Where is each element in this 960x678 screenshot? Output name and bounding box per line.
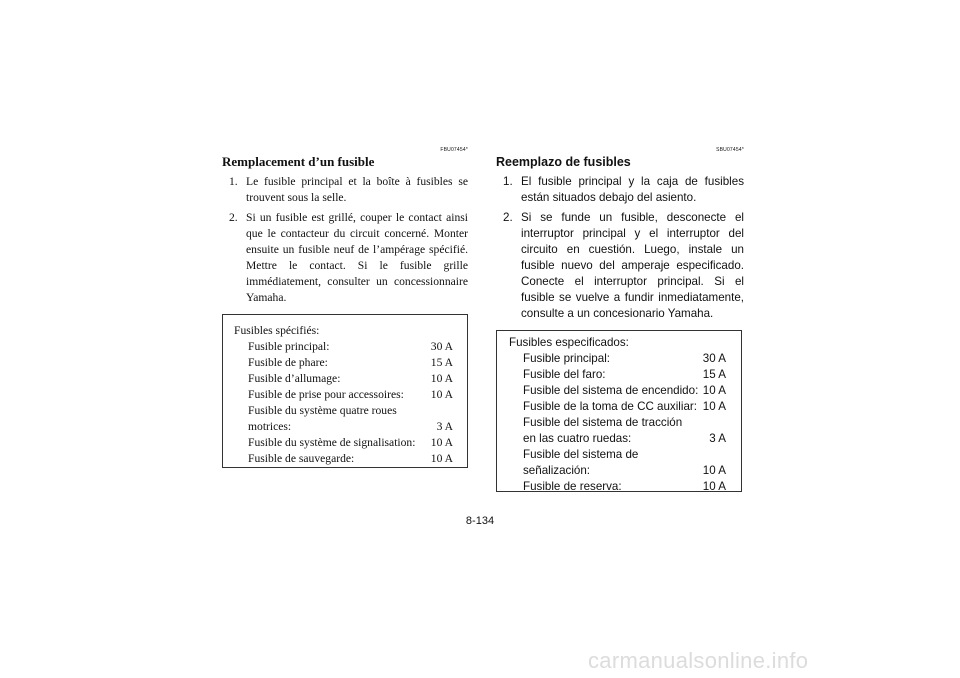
site-watermark: carmanualsonline.info xyxy=(588,648,809,673)
spec-value: 10 A xyxy=(702,400,726,413)
spec-label: Fusible du système quatre roues motrices: xyxy=(248,404,397,433)
spec-row xyxy=(234,435,453,451)
spanish-column xyxy=(496,146,744,492)
spec-label: Fusible d’allumage: xyxy=(248,372,341,385)
spec-label: Fusible de prise pour accessoires: xyxy=(248,388,404,401)
spec-value: 30 A xyxy=(702,352,726,365)
spec-row xyxy=(509,351,726,367)
spec-row xyxy=(509,399,726,415)
spec-label: Fusible de phare: xyxy=(248,356,328,369)
fuse-spec-box xyxy=(496,330,742,492)
spec-label: Fusible de reserva: xyxy=(523,480,622,493)
spec-value: 10 A xyxy=(702,480,726,493)
spec-label: Fusible du système de signalisation: xyxy=(248,436,416,449)
spec-value: 10 A xyxy=(430,452,453,465)
step-text: Si se funde un fusible, desconecte el interruptor principal y el interruptor del circuito en cuestión. Luego, instale un fusible nuevo del amperaje especificado. Conecte el interruptor principal. Si el fusible se vuelve a fundir inmediatamente, consulte a un concesionario Yamaha. xyxy=(521,211,744,320)
step-item xyxy=(222,210,468,306)
step-number: 1. xyxy=(503,175,513,188)
step-text: Si un fusible est grillé, couper le contact ainsi que le contacteur du circuit concerné. Monter ensuite un fusible neuf de l’ampérage spécifié. Mettre le contact. Si le fusible grille immédiatement, consulter un concessionnaire Yamaha. xyxy=(246,211,468,304)
spec-label: Fusible del sistema de tracción en las cuatro ruedas: xyxy=(523,416,683,445)
step-list xyxy=(222,174,468,306)
spec-row xyxy=(234,355,453,371)
spec-row xyxy=(509,415,726,447)
section-code: SBU07454* xyxy=(716,147,744,153)
spec-label: Fusible de la toma de CC auxiliar: xyxy=(523,400,697,413)
spec-value: 10 A xyxy=(430,436,453,449)
spec-row xyxy=(509,367,726,383)
spec-value: 3 A xyxy=(436,420,453,433)
spec-row xyxy=(234,339,453,355)
spec-row xyxy=(234,403,453,435)
spec-label: Fusible del sistema de encendido: xyxy=(523,384,699,397)
spec-label: Fusible del faro: xyxy=(523,368,606,381)
french-column xyxy=(222,146,468,468)
step-number: 2. xyxy=(503,211,513,224)
spec-value: 10 A xyxy=(430,388,453,401)
spec-value: 15 A xyxy=(430,356,453,369)
step-item xyxy=(496,210,744,322)
spec-row xyxy=(509,447,726,479)
spec-value: 10 A xyxy=(702,384,726,397)
spec-title: Fusibles spécifiés: xyxy=(234,324,320,337)
spec-value: 10 A xyxy=(430,372,453,385)
page-number: 8-134 xyxy=(465,515,495,527)
spec-label: Fusible de sauvegarde: xyxy=(248,452,355,465)
step-item xyxy=(222,174,468,206)
spec-row xyxy=(509,383,726,399)
fuse-spec-box xyxy=(222,314,468,468)
step-number: 2. xyxy=(229,211,238,224)
spec-row xyxy=(234,387,453,403)
step-item xyxy=(496,174,744,206)
section-heading: Remplacement d’un fusible xyxy=(222,154,375,169)
spec-value: 15 A xyxy=(702,368,726,381)
step-text: El fusible principal y la caja de fusibles están situados debajo del asiento. xyxy=(521,175,744,204)
spec-label: Fusible principal: xyxy=(248,340,330,353)
spec-value: 3 A xyxy=(709,432,726,445)
spec-label: Fusible del sistema de señalización: xyxy=(523,448,639,477)
spec-label: Fusible principal: xyxy=(523,352,610,365)
step-number: 1. xyxy=(229,175,238,188)
spec-title: Fusibles especificados: xyxy=(509,336,629,349)
spec-row xyxy=(234,451,453,467)
step-text: Le fusible principal et la boîte à fusibles se trouvent sous la selle. xyxy=(246,175,468,204)
spec-row xyxy=(234,371,453,387)
section-code: FBU07454* xyxy=(440,147,468,153)
spec-row xyxy=(509,479,726,495)
section-heading: Reemplazo de fusibles xyxy=(496,155,631,169)
step-list xyxy=(496,174,744,322)
spec-value: 30 A xyxy=(430,340,453,353)
spec-value: 10 A xyxy=(702,464,726,477)
